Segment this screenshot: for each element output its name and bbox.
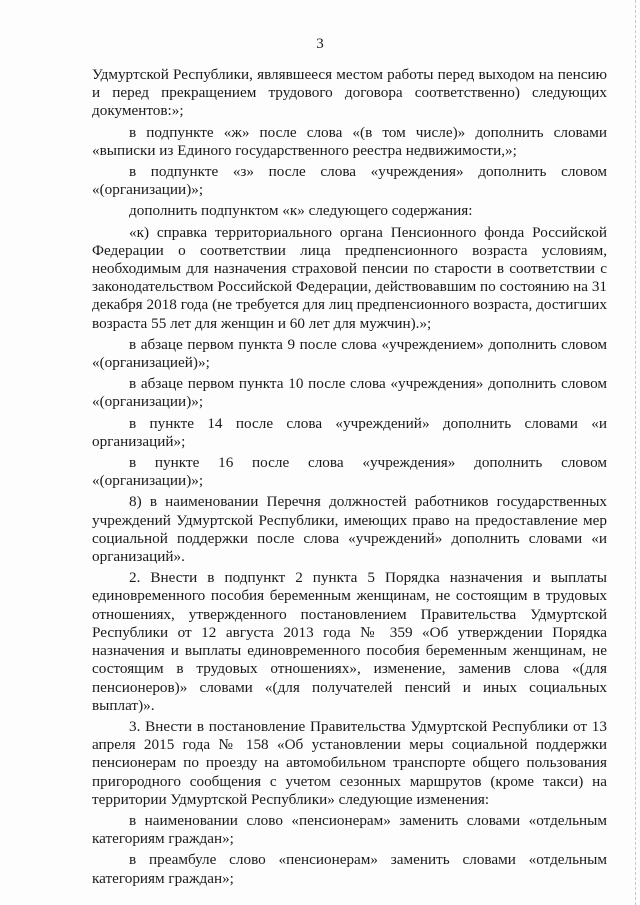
paragraph: в подпункте «ж» после слова «(в том числе)» дополнить словами «выписки из Единого государственного реестра недвижимости,»;: [92, 123, 607, 159]
paragraph: 8) в наименовании Перечня должностей работников государственных учреждений Удмуртской Республики, имеющих право на предоставление мер социальной поддержки после слова «учреждений» дополнить словами «и организаций».: [92, 493, 607, 566]
paragraph: Удмуртской Республики, являвшееся местом работы перед выходом на пенсию и перед прекращением трудового договора соответственно) следующих документов:»;: [92, 66, 607, 120]
paragraph: в преамбуле слово «пенсионерам» заменить словами «отдельным категориям граждан»;: [92, 851, 607, 887]
paragraph: в подпункте «з» после слова «учреждения» дополнить словом «(организации)»;: [92, 163, 607, 199]
paragraph: в пункте 14 после слова «учреждений» дополнить словами «и организаций»;: [92, 414, 607, 450]
paragraph: дополнить подпунктом «к» следующего содержания:: [129, 202, 473, 220]
paragraph: в абзаце первом пункта 9 после слова «учреждением» дополнить словом «(организацией)»;: [92, 335, 607, 372]
paragraph: в наименовании слово «пенсионерам» заменить словами «отдельным категориям граждан»;: [92, 811, 607, 848]
paragraph: 3. Внести в постановление Правительства Удмуртской Республики от 13 апреля 2015 года № 158 «Об установлении меры социальной поддержки пенсионерам по проезду на автомобильном транспорте общего пользования пригородного сообщения с учетом сезонных маршрутов (кроме такси) на территории Удмуртской Республики» следующие изменения:: [92, 717, 607, 808]
document-body: [92, 66, 607, 891]
paragraph: в абзаце первом пункта 10 после слова «учреждения» дополнить словом «(организации)»;: [92, 375, 607, 411]
paragraph: в пункте 16 после слова «учреждения» дополнить словом «(организации)»;: [92, 454, 607, 490]
page-number: 3: [316, 36, 324, 52]
scan-edge-line: [634, 0, 636, 905]
paragraph: «к) справка территориального органа Пенсионного фонда Российской Федерации о соответствии лица предпенсионного возраста условиям, необходимым для назначения страховой пенсии по старости в соответствии с законодательством Российской Федерации, действовавшим по состоянию на 31 декабря 2018 года (не требуется для лиц предпенсионного возраста, достигших возраста 55 лет для женщин и 60 лет для мужчин).»;: [92, 223, 608, 332]
paragraph: 2. Внести в подпункт 2 пункта 5 Порядка назначения и выплаты единовременного пособия беременным женщинам, не состоящим в трудовых отношениях, утвержденного постановлением Правительства Удмуртской Республики от 12 августа 2013 года № 359 «Об утверждении Порядка назначения и выплаты единовременного пособия беременным женщинам, не состоящим в трудовых отношениях», изменение, заменив слова «(для пенсионеров)» словами «(для получателей пенсий и иных социальных выплат)».: [92, 569, 607, 714]
